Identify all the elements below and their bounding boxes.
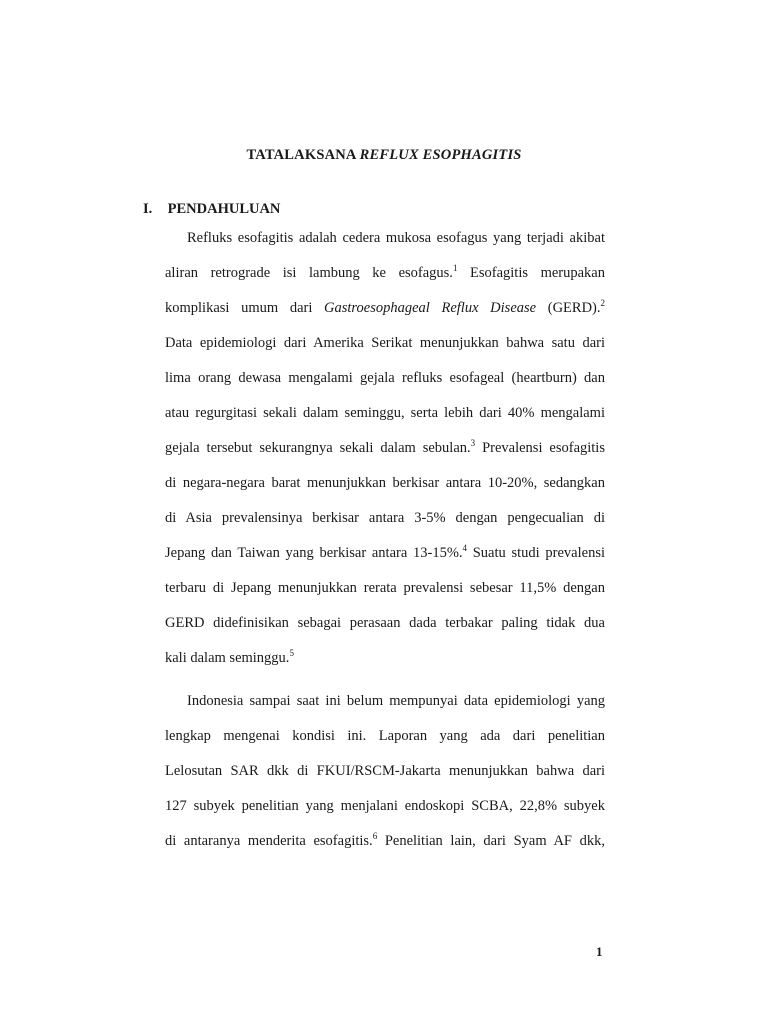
paragraph-line: di negara-negara barat menunjukkan berkisar antara 10-20%, sedangkan bbox=[165, 475, 605, 491]
paragraph-line: aliran retrograde isi lambung ke esofagus.$^1$ Esofagitis merupakan bbox=[165, 263, 605, 281]
paragraph-line: terbaru di Jepang menunjukkan rerata prevalensi sebesar 11,5% dengan bbox=[165, 580, 605, 596]
citation-superscript: 2 bbox=[600, 298, 606, 308]
paragraph-line: di antaranya menderita esofagitis.$^6$ Penelitian lain, dari Syam AF dkk, bbox=[165, 831, 605, 849]
paragraph-line: Lelosutan SAR dkk di FKUI/RSCM-Jakarta menunjukkan bahwa dari bbox=[165, 763, 605, 779]
paragraph-line: di Asia prevalensinya berkisar antara 3-5% dengan pengecualian di bbox=[165, 510, 605, 526]
title-italic: REFLUX ESOPHAGITIS bbox=[359, 147, 522, 163]
paragraph-line: Jepang dan Taiwan yang berkisar antara 13-15%.$^4$ Suatu studi prevalensi bbox=[165, 543, 605, 561]
paragraph-line: atau regurgitasi sekali dalam seminggu, serta lebih dari 40% mengalami bbox=[165, 405, 605, 421]
page-number: 1 bbox=[596, 944, 603, 959]
paragraph-line: Indonesia sampai saat ini belum mempunyai data epidemiologi yang bbox=[187, 693, 605, 709]
citation-superscript: 5 bbox=[289, 648, 294, 658]
paragraph-line: gejala tersebut sekurangnya sekali dalam sebulan.$^3$ Prevalensi esofagitis bbox=[165, 438, 605, 456]
section-title: PENDAHULUAN bbox=[167, 201, 281, 217]
document-title bbox=[0, 147, 768, 164]
paragraph-line: komplikasi umum dari Gastroesophageal Reflux Disease (GERD).$^2$ bbox=[165, 298, 606, 316]
italic-term: Gastroesophageal Reflux Disease bbox=[324, 300, 537, 316]
paragraph-line: Data epidemiologi dari Amerika Serikat menunjukkan bahwa satu dari bbox=[165, 335, 605, 351]
citation-superscript: 3 bbox=[470, 438, 476, 448]
paragraph-2 bbox=[165, 684, 605, 859]
paragraph-line: GERD didefinisikan sebagai perasaan dada terbakar paling tidak dua bbox=[165, 615, 605, 631]
citation-superscript: 1 bbox=[452, 263, 458, 273]
paragraph-line: lengkap mengenai kondisi ini. Laporan yang ada dari penelitian bbox=[165, 728, 605, 744]
citation-superscript: 4 bbox=[462, 543, 468, 553]
title-prefix: TATALAKSANA bbox=[246, 147, 360, 163]
paragraph-line: kali dalam seminggu.$^5$ bbox=[165, 648, 294, 666]
section-number: I. bbox=[143, 201, 153, 217]
citation-superscript: 6 bbox=[372, 831, 378, 841]
section-heading bbox=[143, 201, 280, 218]
paragraph-1 bbox=[165, 221, 605, 676]
paragraph-line: lima orang dewasa mengalami gejala refluks esofageal (heartburn) dan bbox=[165, 370, 605, 386]
paragraph-line: 127 subyek penelitian yang menjalani endoskopi SCBA, 22,8% subyek bbox=[165, 798, 605, 814]
paragraph-line: Refluks esofagitis adalah cedera mukosa esofagus yang terjadi akibat bbox=[187, 230, 605, 246]
